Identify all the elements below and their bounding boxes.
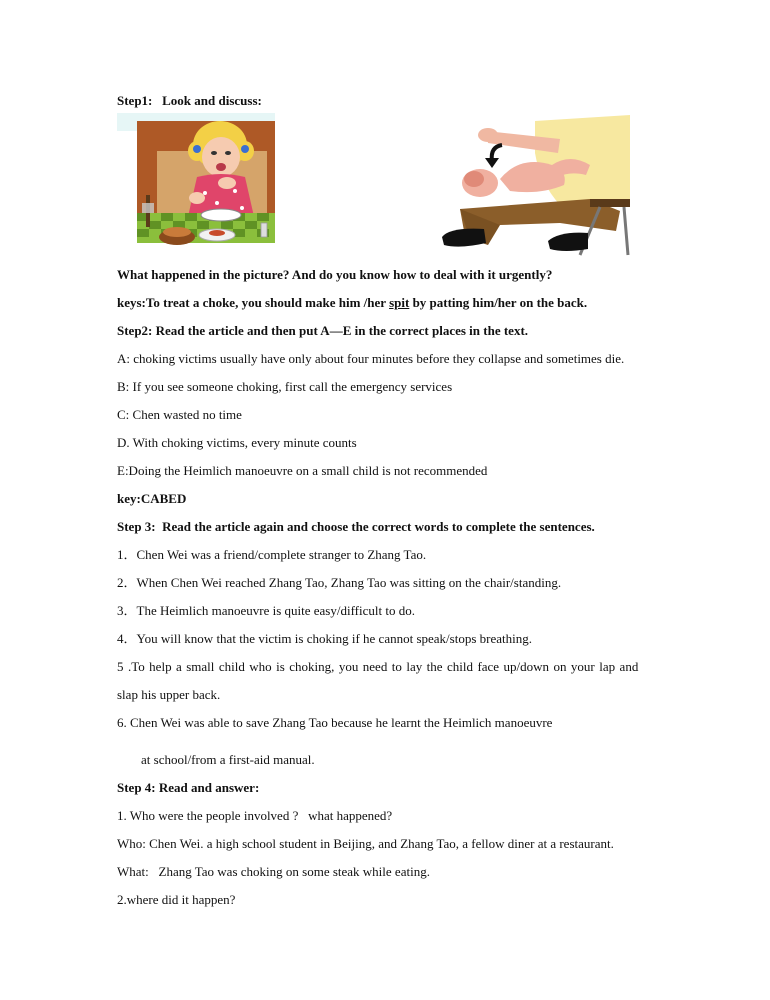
step1-heading: Step1: Look and discuss: bbox=[117, 93, 262, 108]
step3-item-6: 6. Chen Wei was able to save Zhang Tao because he learnt the Heimlich manoeuvre bbox=[117, 715, 553, 730]
step3-item-1: 1．Chen Wei was a friend/complete stranger to Zhang Tao. bbox=[117, 547, 427, 562]
step3-item-2: 2．When Chen Wei reached Zhang Tao, Zhang Tao was sitting on the chair/standing. bbox=[117, 575, 562, 590]
discussion-question: What happened in the picture? And do you know how to deal with it urgently? bbox=[117, 267, 553, 282]
keys-suffix: by patting him/her on the back. bbox=[409, 295, 588, 310]
option-c: C: Chen wasted no time bbox=[117, 407, 242, 422]
step3-item-5-continued: slap his upper back. bbox=[117, 687, 221, 702]
step3-item-6-continued: at school/from a first-aid manual. bbox=[141, 752, 315, 767]
option-d: D. With choking victims, every minute counts bbox=[117, 435, 357, 450]
step4-answer-who: Who: Chen Wei. a high school student in Beijing, and Zhang Tao, a fellow diner at a restaurant. bbox=[117, 836, 614, 851]
step3-item-5: 5 .To help a small child who is choking, you need to lay the child face up/down on your lap and bbox=[117, 659, 639, 674]
keys-prefix: keys:To treat a choke, you should make him /her bbox=[117, 295, 390, 310]
step4-question-2: 2.where did it happen? bbox=[117, 892, 236, 907]
step3-heading: Step 3: Read the article again and choose the correct words to complete the sentences. bbox=[117, 519, 595, 534]
choking-girl-illustration bbox=[117, 113, 275, 255]
back-blows-illustration bbox=[440, 113, 632, 257]
step4-question-1: 1. Who were the people involved ? what happened? bbox=[117, 808, 393, 823]
step4-answer-what: What: Zhang Tao was choking on some steak while eating. bbox=[117, 864, 430, 879]
step3-item-3: 3．The Heimlich manoeuvre is quite easy/difficult to do. bbox=[117, 603, 415, 618]
step2-key: key:CABED bbox=[117, 491, 187, 506]
keys-line bbox=[117, 295, 587, 311]
option-b: B: If you see someone choking, first call the emergency services bbox=[117, 379, 453, 394]
step4-heading: Step 4: Read and answer: bbox=[117, 780, 260, 795]
step2-heading: Step2: Read the article and then put A—E in the correct places in the text. bbox=[117, 323, 529, 338]
keys-underlined-word: spit bbox=[389, 295, 410, 310]
option-e: E:Doing the Heimlich manoeuvre on a small child is not recommended bbox=[117, 463, 488, 478]
step3-item-4: 4．You will know that the victim is choking if he cannot speak/stops breathing. bbox=[117, 631, 532, 646]
option-a: A: choking victims usually have only about four minutes before they collapse and sometimes die. bbox=[117, 351, 625, 366]
